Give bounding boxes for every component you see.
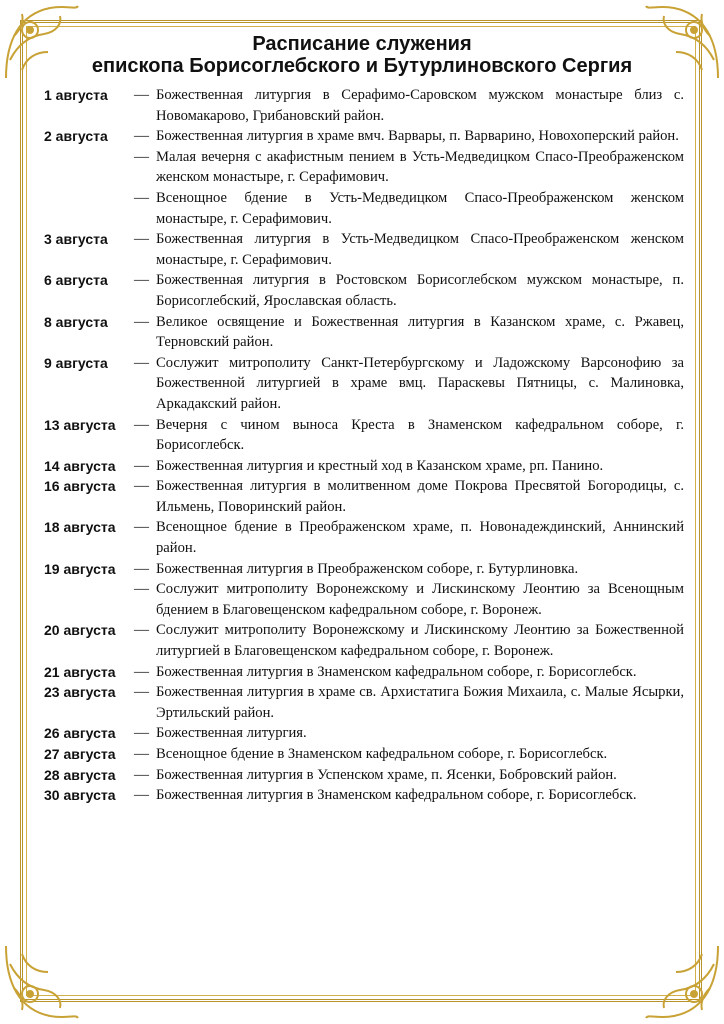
schedule-date: 20 августа [44, 622, 116, 639]
schedule-item [44, 765, 684, 786]
dash-separator: — [134, 87, 149, 103]
dash-separator: — [134, 787, 149, 804]
schedule-item [44, 476, 684, 517]
schedule-item [44, 85, 684, 126]
schedule-date: 8 августа [44, 313, 108, 330]
schedule-item [44, 353, 684, 415]
service-description: Божественная литургия в Преображенском соборе, г. Бутурлиновка. [156, 560, 579, 577]
dash-separator: — [134, 581, 149, 598]
schedule-date: 18 августа [44, 519, 116, 536]
schedule-item [44, 126, 684, 147]
dash-separator: — [134, 416, 149, 433]
schedule-item [44, 620, 684, 661]
schedule-entry [44, 415, 684, 456]
dash-separator: — [134, 684, 149, 701]
schedule-date: 1 августа [44, 87, 108, 103]
schedule-date: 13 августа [44, 416, 116, 433]
service-description: Сослужит митрополиту Воронежскому и Лискинскому Леонтию за Всенощным бдением в Благовещенском кафедральном соборе, г. Воронеж. [156, 581, 684, 618]
schedule-entry [44, 517, 684, 558]
schedule-item [44, 662, 684, 683]
schedule-item [44, 559, 684, 580]
schedule-item [44, 147, 684, 188]
service-description: Божественная литургия и крестный ход в Казанском храме, рп. Панино. [156, 457, 604, 474]
service-description: Малая вечерня с акафистным пением в Усть-Медведицком Спасо-Преображенском женском монастыре, г. Серафимович. [156, 148, 684, 186]
schedule-entry [44, 85, 684, 126]
schedule-item [44, 188, 684, 229]
dash-separator: — [134, 519, 149, 536]
dash-separator: — [134, 560, 149, 577]
dash-separator: — [134, 457, 149, 474]
schedule-date: 9 августа [44, 354, 108, 371]
schedule-item [44, 682, 684, 723]
schedule-entry [44, 126, 684, 229]
schedule-entry [44, 456, 684, 477]
service-description: Божественная литургия в Знаменском кафедральном соборе, г. Борисоглебск. [156, 787, 637, 804]
schedule-item [44, 312, 684, 353]
page-subtitle: епископа Борисоглебского и Бутурлиновского Сергия [91, 55, 633, 77]
schedule-entry [44, 682, 684, 723]
dash-separator: — [134, 354, 149, 371]
service-description: Божественная литургия. [156, 725, 307, 742]
schedule-entry [44, 662, 684, 683]
service-description: Всенощное бдение в Преображенском храме, п. Новонадеждинский, Аннинский район. [156, 519, 684, 557]
service-description: Божественная литургия в Усть-Медведицком Спасо-Преображенском женском монастыре, г. Серафимович. [156, 231, 684, 268]
dash-separator: — [134, 766, 149, 783]
service-description: Божественная литургия в храме вмч. Варвары, п. Варварино, Новохоперский район. [156, 128, 679, 145]
schedule-item [44, 517, 684, 558]
schedule-entry [44, 765, 684, 786]
service-description: Всенощное бдение в Усть-Медведицком Спасо-Преображенском женском монастыре, г. Серафимович. [156, 189, 684, 227]
schedule-entry [44, 270, 684, 311]
schedule-date: 21 августа [44, 663, 116, 680]
schedule-item [44, 456, 684, 477]
dash-separator: — [134, 231, 149, 248]
schedule-entry [44, 744, 684, 765]
schedule-date: 2 августа [44, 128, 108, 145]
schedule-item [44, 723, 684, 744]
service-description: Сослужит митрополиту Воронежскому и Лискинскому Леонтию за Божественной литургией в Благовещенском кафедральном соборе, г. Воронеж. [156, 622, 684, 660]
schedule-item [44, 415, 684, 456]
dash-separator: — [134, 725, 149, 742]
schedule-item [44, 229, 684, 270]
dash-separator: — [134, 663, 149, 680]
dash-separator: — [134, 622, 149, 639]
schedule-entry [44, 723, 684, 744]
dash-separator: — [134, 478, 149, 495]
dash-separator: — [134, 128, 149, 145]
service-description: Божественная литургия в Серафимо-Саровском мужском монастыре близ с. Новомакарово, Грибановский район. [156, 87, 684, 124]
schedule-item [44, 579, 684, 620]
schedule-date: 6 августа [44, 272, 108, 289]
schedule-date: 26 августа [44, 725, 116, 742]
service-description: Всенощное бдение в Знаменском кафедральном соборе, г. Борисоглебск. [156, 746, 608, 762]
schedule-date: 16 августа [44, 478, 116, 495]
schedule-date: 19 августа [44, 560, 116, 577]
service-description: Божественная литургия в храме св. Архистатига Божия Михаила, с. Малые Ясырки, Эртильский район. [156, 684, 684, 721]
schedule-entry [44, 476, 684, 517]
schedule-date: 14 августа [44, 457, 116, 474]
schedule-date: 23 августа [44, 684, 116, 701]
schedule-entry [44, 353, 684, 415]
schedule-entry [44, 785, 684, 806]
schedule-list [44, 85, 684, 806]
corner-ornament-icon [640, 940, 724, 1024]
service-description: Великое освящение и Божественная литургия в Казанском храме, с. Ржавец, Терновский район. [156, 313, 684, 351]
page-title: Расписание служения [252, 33, 472, 55]
schedule-date: 27 августа [44, 746, 116, 762]
schedule-entry [44, 620, 684, 661]
schedule-date: 28 августа [44, 766, 116, 783]
schedule-entry [44, 229, 684, 270]
service-description: Божественная литургия в молитвенном доме Покрова Пресвятой Богородицы, с. Ильмень, Поворинский район. [156, 478, 684, 515]
schedule-item [44, 744, 684, 765]
service-description: Вечерня с чином выноса Креста в Знаменском кафедральном соборе, г. Борисоглебск. [156, 416, 684, 454]
dash-separator: — [134, 189, 149, 206]
schedule-entry [44, 559, 684, 621]
corner-ornament-icon [0, 940, 84, 1024]
service-description: Божественная литургия в Ростовском Борисоглебском мужском монастыре, п. Борисоглебский, Ярославская область. [156, 272, 684, 309]
service-description: Сослужит митрополиту Санкт-Петербургскому и Ладожскому Варсонофию за Божественной литургией в храме вмц. Параскевы Пятницы, с. Малиновка, Аркадакский район. [156, 354, 684, 412]
dash-separator: — [134, 313, 149, 330]
schedule-entry [44, 312, 684, 353]
service-description: Божественная литургия в Знаменском кафедральном соборе, г. Борисоглебск. [156, 663, 637, 680]
schedule-item [44, 785, 684, 806]
dash-separator: — [134, 746, 149, 762]
dash-separator: — [134, 148, 149, 165]
schedule-date: 30 августа [44, 787, 116, 804]
schedule-item [44, 270, 684, 311]
service-description: Божественная литургия в Успенском храме, п. Ясенки, Бобровский район. [156, 766, 617, 783]
schedule-date: 3 августа [44, 231, 108, 248]
dash-separator: — [134, 272, 149, 289]
